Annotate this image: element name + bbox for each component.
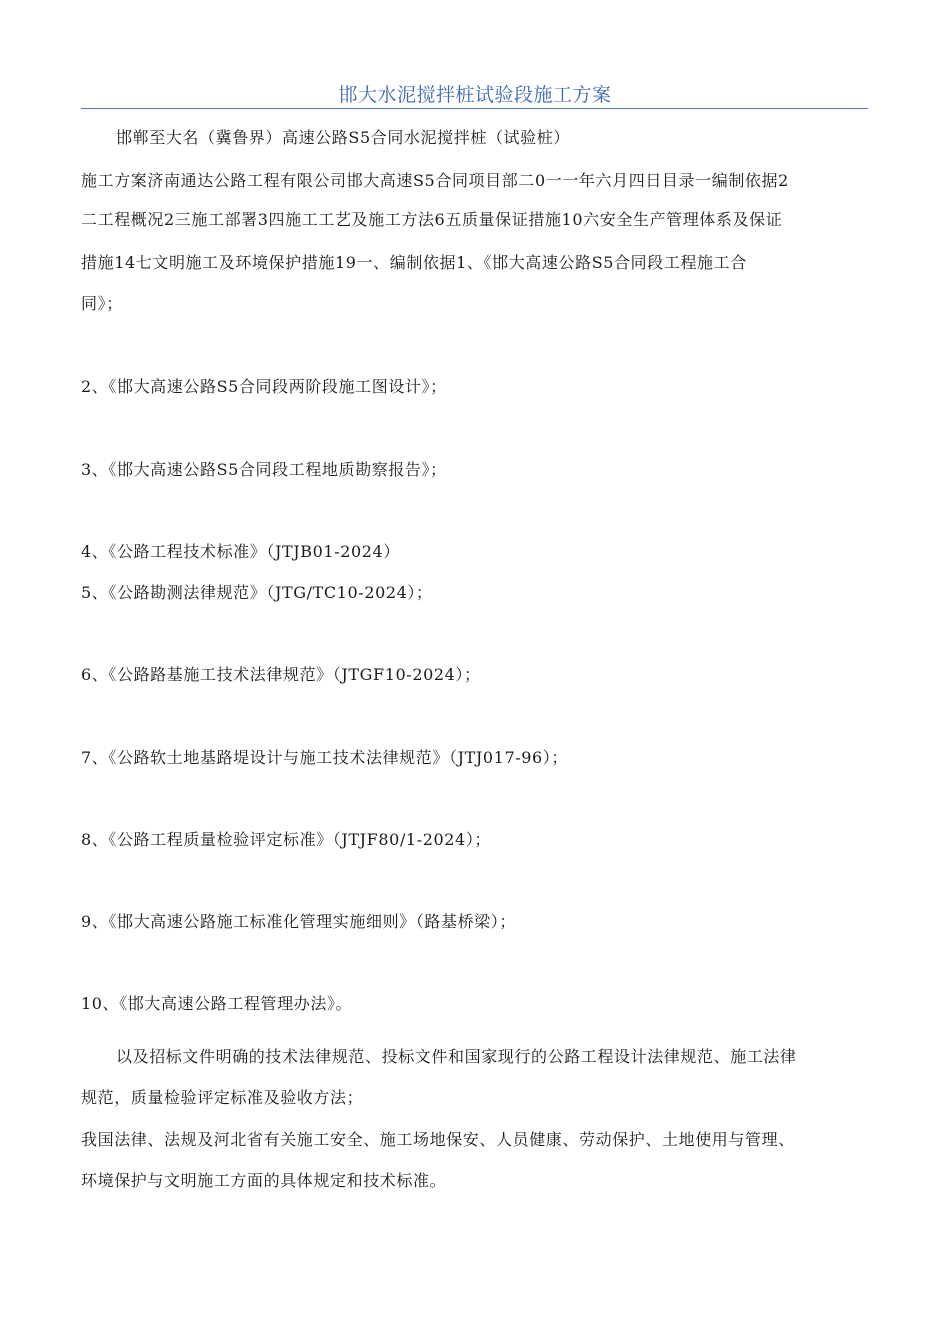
reference-item: 7、《公路软土地基路堤设计与施工技术法律规范》（JTJ017-96）； bbox=[81, 748, 568, 767]
reference-item: 6、《公路路基施工技术法律规范》（JTGF10-2024）； bbox=[81, 665, 481, 684]
reference-item: 5、《公路勘测法律规范》（JTG/TC10-2024）； bbox=[81, 583, 433, 602]
body-line: 规范，质量检验评定标准及验收方法； bbox=[81, 1088, 364, 1107]
body-line: 我国法律、法规及河北省有关施工安全、施工场地保安、人员健康、劳动保护、土地使用与管理、 bbox=[81, 1130, 795, 1149]
body-line: 施工方案济南通达公路工程有限公司邯大高速S5合同项目部二0一一年六月四日目录一编制依据2 bbox=[81, 171, 789, 190]
header-divider bbox=[81, 108, 868, 109]
reference-item: 10、《邯大高速公路工程管理办法》。 bbox=[81, 994, 353, 1013]
body-line: 措施14七文明施工及环境保护措施19一、编制依据1、《邯大高速公路S5合同段工程施工合 bbox=[81, 253, 747, 272]
reference-item: 8、《公路工程质量检验评定标准》（JTJF80/1-2024）； bbox=[81, 830, 492, 849]
reference-item: 2、《邯大高速公路S5合同段两阶段施工图设计》； bbox=[81, 377, 447, 396]
page-header-title: 邯大水泥搅拌桩试验段施工方案 bbox=[338, 84, 612, 106]
body-line: 环境保护与文明施工方面的具体规定和技术标准。 bbox=[81, 1171, 447, 1190]
body-line: 同》； bbox=[81, 294, 123, 313]
body-line: 以及招标文件明确的技术法律规范、投标文件和国家现行的公路工程设计法律规范、施工法律 bbox=[116, 1047, 797, 1066]
reference-item: 9、《邯大高速公路施工标准化管理实施细则》（路基桥梁）； bbox=[81, 912, 516, 931]
body-line: 二工程概况2三施工部署3四施工工艺及施工方法6五质量保证措施10六安全生产管理体系及保证 bbox=[81, 210, 783, 229]
reference-item: 3、《邯大高速公路S5合同段工程地质勘察报告》； bbox=[81, 460, 447, 479]
intro-line: 邯郸至大名（冀鲁界）高速公路S5合同水泥搅拌桩（试验桩） bbox=[116, 128, 570, 147]
reference-item: 4、《公路工程技术标准》（JTJB01-2024） bbox=[81, 542, 400, 561]
